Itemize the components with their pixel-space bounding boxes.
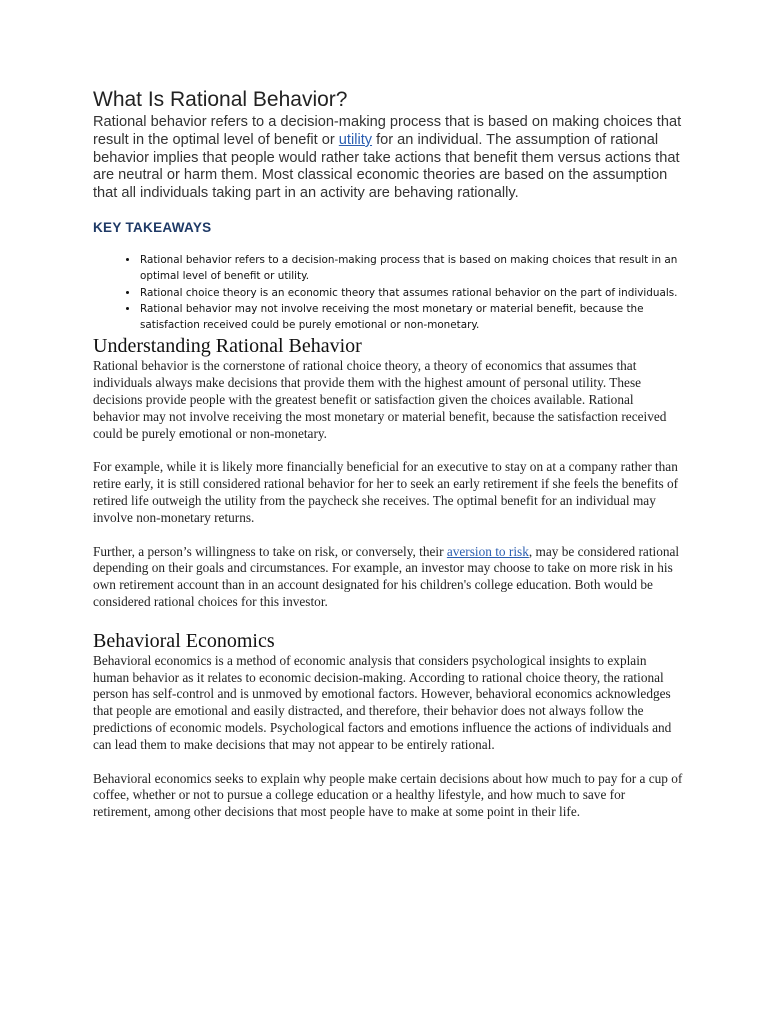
section2-paragraph-1: Behavioral economics is a method of economic analysis that considers psychological insights to explain human behavior as it relates to economic decision-making. According to rational choice theory, the rational person has self-control and is unmoved by emotional factors. However, behavioral economics acknowledges that people are emotional and easily distracted, and therefore, their behavior does not always follow the predictions of economic models. Psychological factors and emotions influence the actions of individuals and can lead them to make decisions that may not appear to be entirely rational. xyxy=(93,652,672,752)
intro-paragraph xyxy=(93,114,683,203)
key-takeaways-heading: KEY TAKEAWAYS xyxy=(93,219,212,235)
section1-paragraph-2: For example, while it is likely more financially beneficial for an executive to stay on at a company rather than retire early, it is still considered rational behavior for her to seek an early retirement if she feels the benefits of retired life outweigh the utility from the paycheck she receives. The optimal benefit for an individual may involve non-monetary returns. xyxy=(93,459,679,525)
page-title: What Is Rational Behavior? xyxy=(93,88,348,111)
list-item: • Rational choice theory is an economic theory that assumes rational behavior on the part of individuals. xyxy=(139,285,683,301)
paragraph3-text-after-link: , may be considered rational depending on their goals and circumstances. For example, an investor may choose to take on more risk in his own retirement account than in an account designated for his children's college education. Both would be considered rational choices for this investor. xyxy=(93,543,680,610)
intro-text-before-link: Rational behavior refers to a decision-making process that is based on making choices that result in the optimal level of benefit or xyxy=(93,114,682,148)
key-takeaways-list xyxy=(93,252,683,333)
list-item: • Rational behavior may not involve receiving the most monetary or material benefit, because the satisfaction received could be purely emotional or non-monetary. xyxy=(139,301,683,334)
document-page xyxy=(93,88,683,821)
section-heading-understanding: Understanding Rational Behavior xyxy=(93,335,362,358)
section1-paragraph-3 xyxy=(93,544,683,611)
list-item: • Rational behavior refers to a decision-making process that is based on making choices that result in an optimal level of benefit or utility. xyxy=(139,252,683,285)
section1-paragraph-1: Rational behavior is the cornerstone of rational choice theory, a theory of economics that assumes that individuals always make decisions that provide them with the highest amount of personal utility. These decisions provide people with the greatest benefit or satisfaction given the choices available. Rational behavior may not involve receiving the most monetary or material benefit, because the satisfaction received could be purely emotional or non-monetary. xyxy=(93,358,667,441)
paragraph3-text-before-link: Further, a person’s willingness to take on risk, or conversely, their xyxy=(93,543,447,559)
section-heading-behavioral-economics: Behavioral Economics xyxy=(93,629,275,652)
section2-paragraph-2: Behavioral economics seeks to explain why people make certain decisions about how much to pay for a cup of coffee, whether or not to pursue a college education or a healthy lifestyle, and how much to save for retirement, among other decisions that most people have to make at some point in their life. xyxy=(93,770,683,820)
aversion-to-risk-link[interactable]: aversion to risk xyxy=(446,543,529,559)
utility-link[interactable]: utility xyxy=(338,131,373,148)
intro-text-after-link: for an individual. The assumption of rational behavior implies that people would rather take actions that benefit them versus actions that are neutral or harm them. Most classical economic theories are based on the assumption that all individuals taking part in an activity are behaving rationally. xyxy=(93,131,680,202)
